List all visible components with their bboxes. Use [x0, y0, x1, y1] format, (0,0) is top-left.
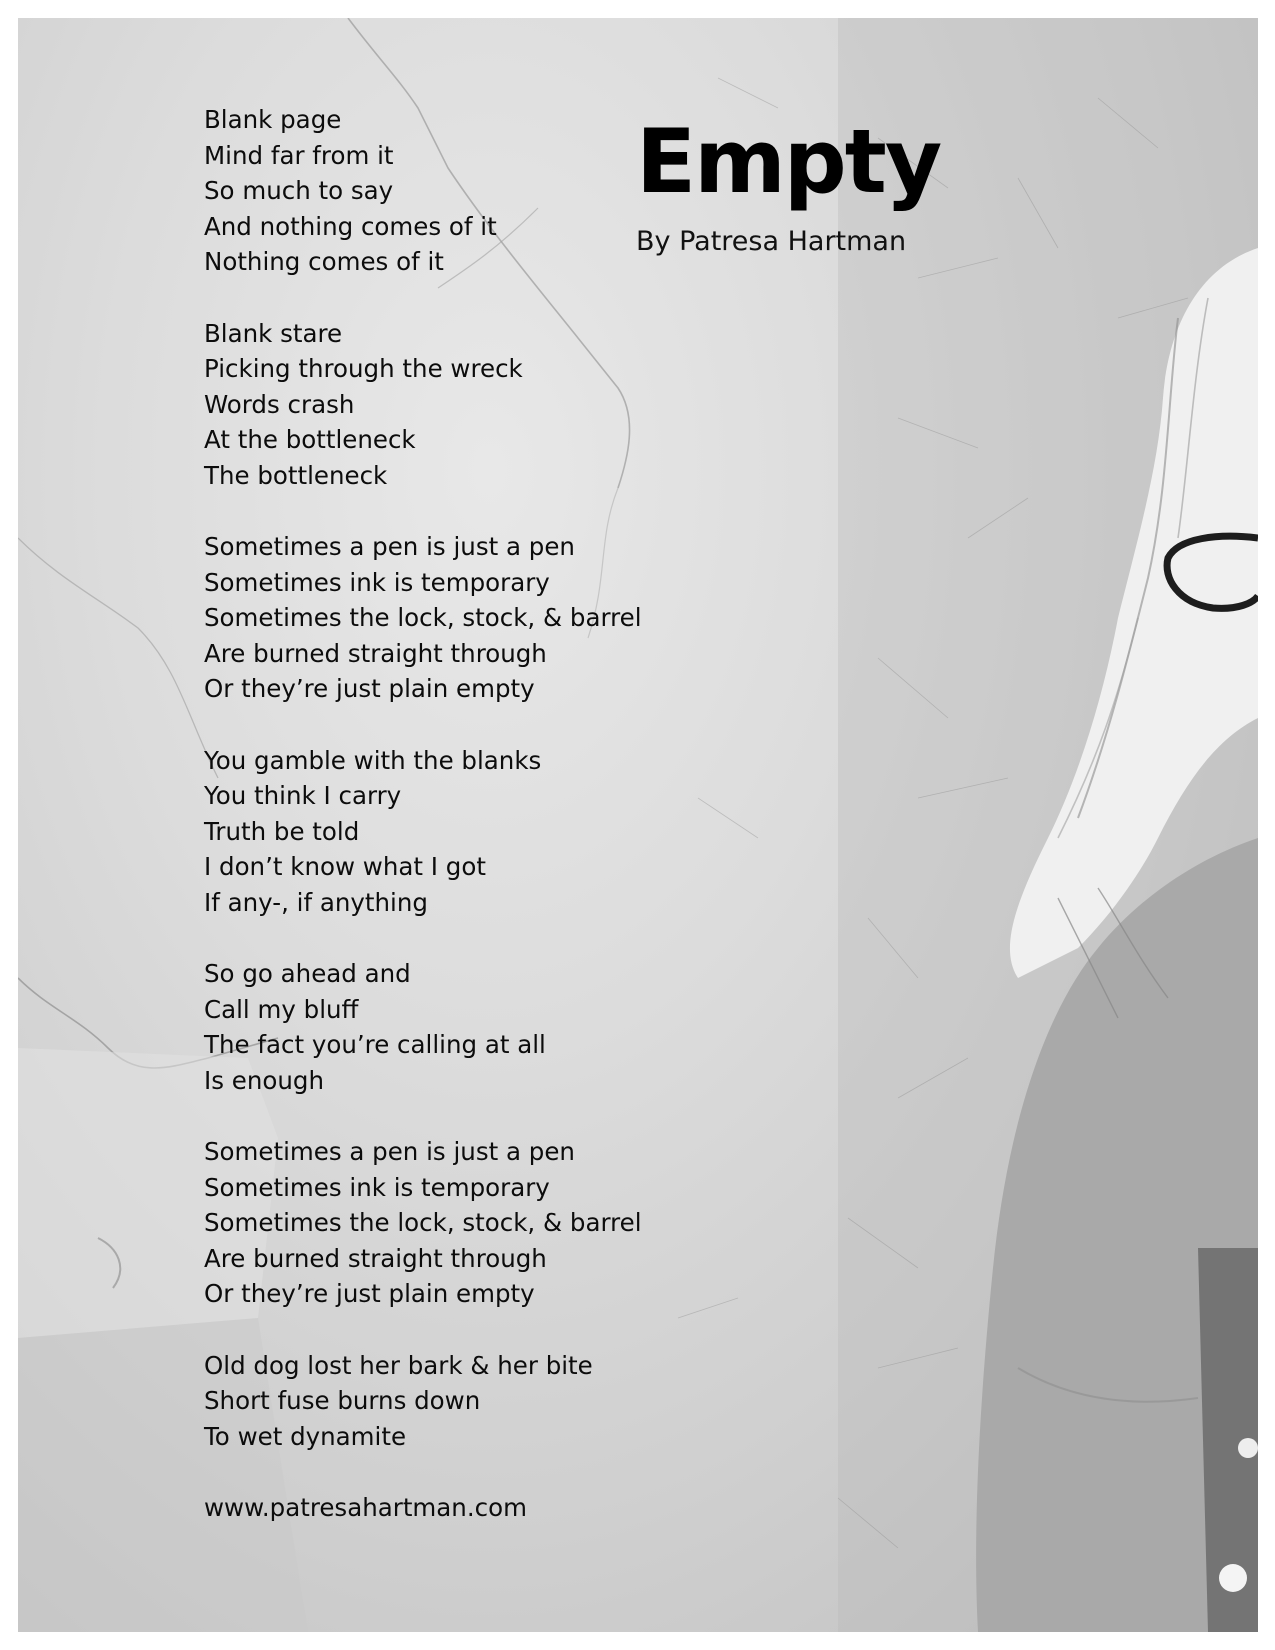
- poem-line: Call my bluff: [204, 994, 359, 1024]
- poem-line: Words crash: [204, 389, 355, 419]
- poem-line: Are burned straight through: [204, 1243, 547, 1273]
- poem-body: [204, 102, 674, 1526]
- poem-line: Old dog lost her bark & her bite: [204, 1350, 593, 1380]
- poem-line: If any-, if anything: [204, 887, 428, 917]
- poem-line: And nothing comes of it: [204, 211, 497, 241]
- poem-line: At the bottleneck: [204, 425, 416, 454]
- poem-line: You think I carry: [204, 781, 402, 810]
- poem-line: Mind far from it: [204, 140, 394, 170]
- poem-line: Sometimes a pen is just a pen: [204, 532, 575, 561]
- website-url: www.patresahartman.com: [204, 1493, 527, 1522]
- poem-line: Is enough: [204, 1065, 324, 1095]
- poem-line: Short fuse burns down: [204, 1386, 481, 1415]
- poem-line: Or they’re just plain empty: [204, 674, 535, 703]
- stanza: [204, 316, 674, 494]
- poem-line: Nothing comes of it: [204, 247, 444, 276]
- poem-line: To wet dynamite: [204, 1421, 407, 1451]
- stanza: [204, 743, 674, 921]
- poem-title: Empty: [636, 110, 941, 213]
- stanza: [204, 956, 674, 1098]
- poem-line: You gamble with the blanks: [204, 745, 542, 775]
- poem-line: The fact you’re calling at all: [204, 1030, 546, 1059]
- poem-line: Sometimes the lock, stock, & barrel: [204, 1208, 642, 1237]
- poem-line: Are burned straight through: [204, 638, 547, 668]
- stanza: [204, 1134, 674, 1312]
- poem-line: Picking through the wreck: [204, 354, 523, 383]
- poem-line: Truth be told: [204, 816, 360, 846]
- stanza: [204, 529, 674, 707]
- poem-line: So go ahead and: [204, 959, 411, 988]
- poem-line: Blank page: [204, 105, 342, 134]
- stanza: [204, 1348, 674, 1455]
- poem-byline: By Patresa Hartman: [636, 226, 907, 257]
- poem-line: Or they’re just plain empty: [204, 1279, 535, 1308]
- poem-line: Sometimes ink is temporary: [204, 1172, 550, 1202]
- poem-line: Sometimes ink is temporary: [204, 567, 550, 597]
- poem-line: Blank stare: [204, 318, 343, 348]
- poem-line: Sometimes a pen is just a pen: [204, 1137, 575, 1166]
- poem-line: I don’t know what I got: [204, 852, 486, 881]
- stanza: [204, 102, 674, 280]
- poem-line: So much to say: [204, 176, 394, 205]
- poem-line: The bottleneck: [204, 460, 388, 490]
- poem-line: Sometimes the lock, stock, & barrel: [204, 603, 642, 632]
